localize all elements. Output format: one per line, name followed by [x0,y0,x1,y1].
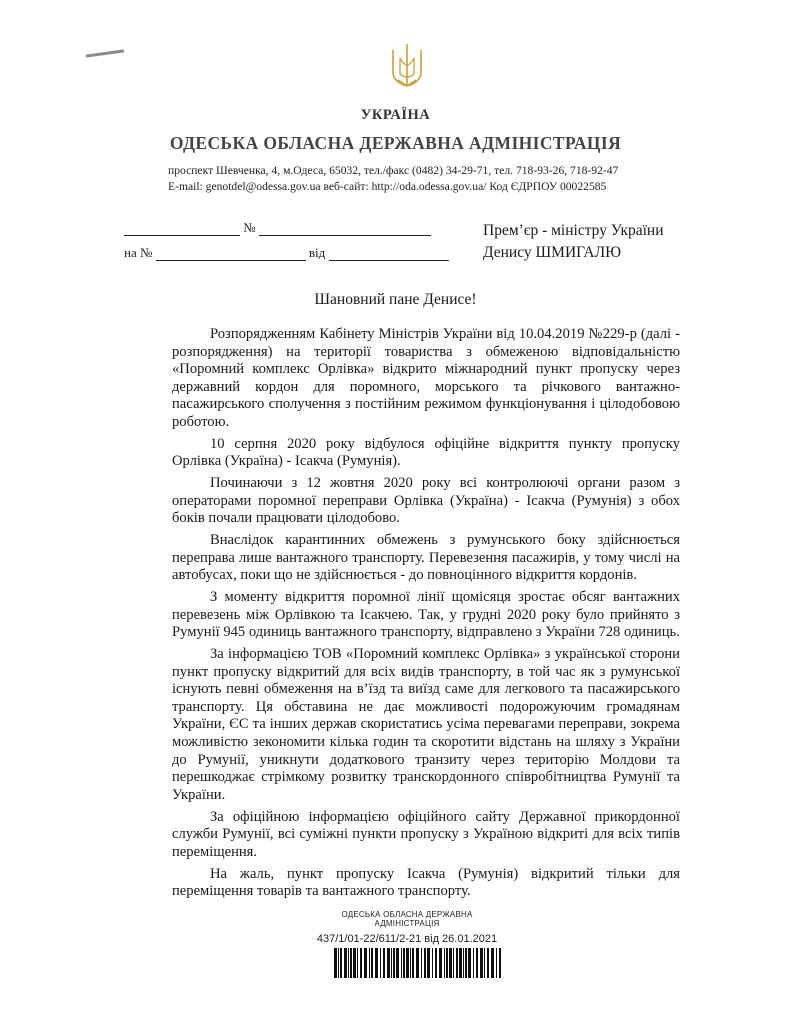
barcode-bar [412,948,414,978]
barcode-bar [357,948,358,978]
barcode-bar [340,948,342,978]
barcode-bar [476,948,478,978]
barcode-bar [421,948,422,978]
barcode-bar [364,948,367,978]
barcode-bar [496,948,497,978]
on-number-label: на № [124,245,153,260]
paragraph: На жаль, пункт пропуску Ісакча (Румунія) відкритий тільки для переміщення товарів та вантажного транспорту. [172,865,680,900]
barcode-bar [406,948,409,978]
barcode-bar [473,948,474,978]
paragraph: За офіційною інформацією офіційного сайту Державної прикордонної служби Румунії, всі суміжні пункти пропуску з Україною відкриті для всіх типів переміщення. [172,808,680,860]
paragraph: З моменту відкриття поромної лінії щомісяця зростає обсяг вантажних перевезень між Орлівкою та Ісакчею. Так, у грудні 2020 року було прийнято з Румунії 945 одиниць вантажного транспорту, відправлено з України 728 одиниць. [172,589,680,641]
barcode-bar [353,948,356,978]
salutation: Шановний пане Денисе! [314,291,477,308]
outgoing-date-line [124,222,240,236]
barcode-bar [380,948,381,978]
barcode-bar [453,948,454,978]
barcode-bar [449,948,452,978]
contact-line: E-mail: genotdel@odessa.gov.ua веб-сайт: http://oda.odessa.gov.ua/ Код ЄДРПОУ 00022585 [168,180,607,193]
barcode-bar [468,948,471,978]
barcode-bar [350,948,352,978]
barcode-bar [484,948,485,978]
incoming-number-line [156,247,306,261]
barcode-bar [432,948,433,978]
barcode-bar [491,948,494,978]
outgoing-number-row [124,220,431,236]
barcode-bar [391,948,392,978]
paragraph: Розпорядженням Кабінету Міністрів України від 10.04.2019 №229-р (далі - розпорядження) на території товариства з обмеженою відповідальністю «Поромний комплекс Орлівка» відкрито міжнародний пункт пропуску через державний кордон для поромного, морського та річкового вантажно-пасажирського сполучення з постійним режимом функціонування і цілодобовою роботою. [172,326,680,430]
organization-name: ОДЕСЬКА ОБЛАСНА ДЕРЖАВНА АДМІНІСТРАЦІЯ [169,133,622,153]
barcode-bar [459,948,462,978]
barcode-bar [369,948,370,978]
scan-mark [86,49,124,57]
barcode-bar [387,948,390,978]
from-label: від [308,245,326,260]
barcode-bar [427,948,430,978]
barcode-bar [344,948,347,978]
contact-block [168,163,618,195]
barcode-bar [499,948,501,978]
barcode-bar [456,948,458,978]
barcode-bar [439,948,442,978]
barcode-bar [410,948,411,978]
trident-emblem-icon [388,42,426,92]
barcode-bar [487,948,489,978]
paragraph: Починаючи з 12 жовтня 2020 року всі контролюючі органи разом з операторами поромної переправи Орлівка (Україна) - Ісакча (Румунія) з обох боків почали працювати цілодобово. [172,475,680,527]
barcode-bar [403,948,405,978]
barcode-bar [446,948,448,978]
barcode-bar [396,948,399,978]
country-name: УКРАЇНА [360,107,431,123]
barcode-bar [444,948,445,978]
barcode-bar [371,948,373,978]
barcode-bar [338,948,339,978]
barcode-bar [435,948,437,978]
letter-body [172,326,680,905]
barcode-bar [465,948,467,978]
addressee-position: Прем’єр - міністру України [483,222,664,239]
number-sign: № [243,220,256,235]
incoming-date-line [329,247,449,261]
barcode-bar [416,948,419,978]
outgoing-number-line [259,222,431,236]
registration-stamp [312,910,502,945]
addressee [483,220,664,264]
paragraph: 10 серпня 2020 року відбулося офіційне відкриття пункту пропуску Орлівка (Україна) - Ісакча (Румунія). [172,435,680,470]
addressee-name: Денису ШМИГАЛЮ [483,244,622,261]
stamp-registration: 437/1/01-22/611/2-21 від 26.01.2021 [316,933,498,945]
barcode-bar [383,948,385,978]
barcode-icon [334,948,504,978]
paragraph: За інформацією ТОВ «Поромний комплекс Орлівка» з української сторони пункт пропуску відкритий для всіх видів транспорту, в той час як з румунської існують певні обмеження на в’їзд та виїзд саме для легкового та пасажирського транспорту. Ця обставина не дає можливості подорожуючим громадянам України, ЄС та інших держав скористатись усіма перевагами переправи, зокрема можливістю зекономити кілька годин та скоротити відстань на шляху з України до Румунії, уникнути додаткового транзиту через територію Молдови та перешкоджає стрімкому розвитку транскордонного співробітництва Румунії та України. [172,646,680,803]
barcode-bar [401,948,402,978]
barcode-bar [334,948,337,978]
barcode-bar [424,948,426,978]
barcode-bar [348,948,349,978]
incoming-reference-row [124,245,449,261]
paragraph: Внаслідок карантинних обмежень з румунського боку здійснюється переправа лише вантажного транспорту. Перевезення пасажирів, у тому числі на автобусах, поки що не здійснюється - до повноцінного відкриття кордонів. [172,532,680,584]
barcode-bar [463,948,464,978]
barcode-bar [480,948,483,978]
barcode-bar [360,948,362,978]
address-line: проспект Шевченка, 4, м.Одеса, 65032, тел./факс (0482) 34-29-71, тел. 718-93-26, 718-92-47 [168,164,619,177]
barcode-bar [393,948,395,978]
stamp-organization: ОДЕСЬКА ОБЛАСНА ДЕРЖАВНА АДМІНІСТРАЦІЯ [341,910,473,928]
barcode-bar [375,948,378,978]
